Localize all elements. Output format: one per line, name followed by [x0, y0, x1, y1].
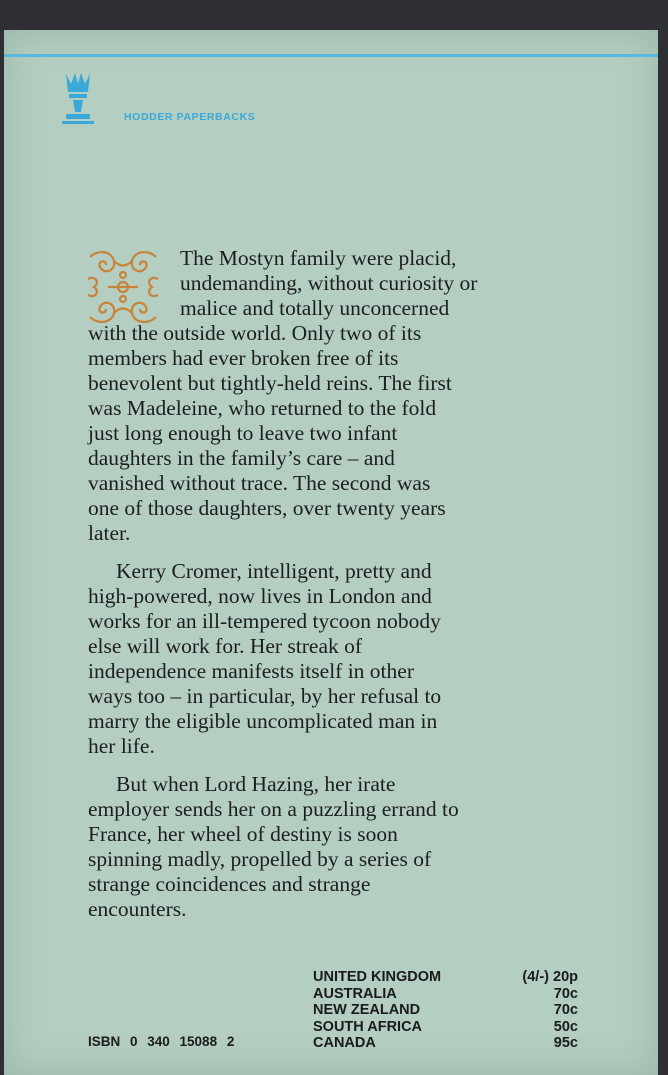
price-value: (4/-) 20p: [522, 969, 578, 985]
blurb-line: independence manifests itself in other: [88, 659, 414, 683]
price-country: SOUTH AFRICA: [313, 1018, 423, 1035]
blurb-line: strange coincidences and strange: [88, 872, 371, 896]
book-back-cover: [4, 30, 658, 1075]
blurb-line: employer sends her on a puzzling errand to: [88, 797, 459, 821]
isbn-number: ISBN 0 340 15088 2: [88, 1034, 235, 1049]
price-row: [313, 969, 578, 986]
blurb-line: members had ever broken free of its: [88, 346, 399, 370]
price-value: 70c: [553, 985, 578, 1002]
price-country: AUSTRALIA: [313, 985, 397, 1002]
blurb-line: benevolent but tightly-held reins. The first: [88, 371, 452, 395]
price-country: NEW ZEALAND: [313, 1002, 421, 1018]
price-value: 50c: [553, 1018, 578, 1035]
price-row: [313, 1035, 578, 1052]
blurb-line: marry the eligible uncomplicated man in: [88, 709, 438, 733]
blurb-line: spinning madly, propelled by a series of: [88, 847, 432, 871]
blurb-paragraph-2: [88, 559, 588, 759]
blurb-line: daughters in the family’s care – and: [88, 446, 395, 470]
blurb-line: encounters.: [88, 897, 187, 921]
price-row: [313, 1019, 578, 1036]
blurb-line: else will work for. Her streak of: [88, 634, 363, 658]
price-row: [313, 986, 578, 1003]
blurb-line: one of those daughters, over twenty years: [88, 496, 446, 520]
blurb-line: later.: [88, 521, 131, 545]
blurb-line: vanished without trace. The second was: [88, 471, 431, 495]
price-list: [313, 969, 578, 1052]
price-value: 70c: [553, 1002, 578, 1018]
blurb-text: [88, 246, 588, 922]
blurb-line: malice and totally unconcerned: [180, 296, 450, 320]
price-country: UNITED KINGDOM: [313, 969, 442, 985]
blurb-line: was Madeleine, who returned to the fold: [88, 396, 437, 420]
blurb-line: her life.: [88, 734, 155, 758]
blurb-line: with the outside world. Only two of its: [88, 321, 422, 345]
top-rule: [4, 54, 658, 57]
blurb-paragraph-1: [88, 246, 588, 546]
price-country: CANADA: [313, 1035, 376, 1051]
blurb-line: just long enough to leave two infant: [88, 421, 398, 445]
price-value: 95c: [553, 1035, 578, 1051]
blurb-line: The Mostyn family were placid,: [180, 246, 457, 270]
blurb-line: Kerry Cromer, intelligent, pretty and: [116, 559, 432, 583]
blurb-line: high-powered, now lives in London and: [88, 584, 432, 608]
blurb-line: works for an ill-tempered tycoon nobody: [88, 609, 441, 633]
blurb-line: But when Lord Hazing, her irate: [116, 772, 396, 796]
publisher-name: HODDER PAPERBACKS: [124, 111, 256, 123]
blurb-paragraph-3: [88, 772, 588, 922]
blurb-line: undemanding, without curiosity or: [180, 271, 478, 295]
crown-chess-piece-logo-icon: [60, 70, 96, 126]
price-row: [313, 1002, 578, 1019]
blurb-line: ways too – in particular, by her refusal to: [88, 684, 442, 708]
blurb-line: France, her wheel of destiny is soon: [88, 822, 398, 846]
